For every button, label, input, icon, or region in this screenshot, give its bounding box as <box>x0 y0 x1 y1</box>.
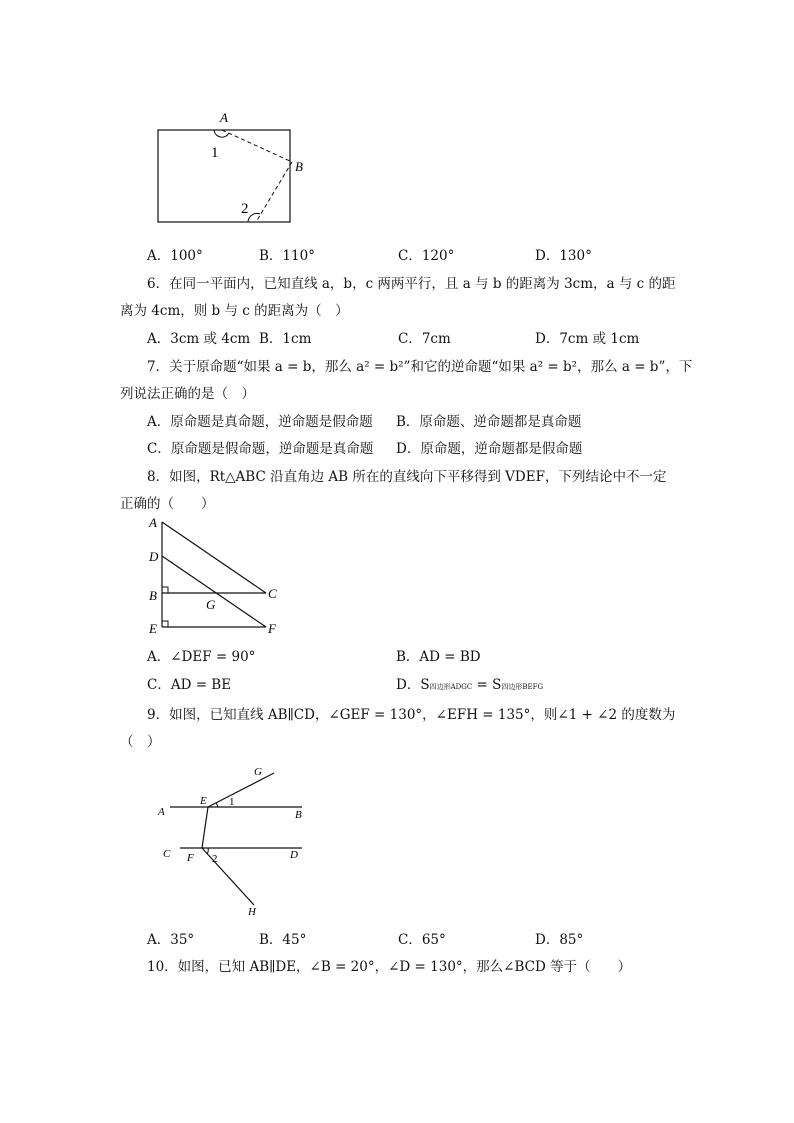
fig9-label-f: F <box>187 852 194 864</box>
q7-line1: 7．关于原命题“如果 a = b，那么 a² = b²”和它的逆命题“如果 a² = b²，那么 a = b”，下 <box>147 359 693 375</box>
q7-option-b[interactable]: B．原命题、逆命题都是真命题 <box>396 414 582 430</box>
fig5-label-b: B <box>295 159 303 174</box>
fig5-label-2: 2 <box>241 201 249 217</box>
q9-line2: （ ） <box>120 734 161 750</box>
fig8-label-c: C <box>268 586 277 601</box>
q9-option-a[interactable]: A．35° <box>147 932 195 948</box>
q5-option-d[interactable]: D．130° <box>535 248 592 264</box>
fig8-line-df <box>162 556 266 627</box>
q7-line2: 列说法正确的是（ ） <box>120 386 255 402</box>
q9-option-d[interactable]: D．85° <box>535 932 584 948</box>
q7-option-a[interactable]: A．原命题是真命题，逆命题是假命题 <box>147 414 373 430</box>
q8-line2: 正确的（ ） <box>120 496 215 512</box>
q8-option-b[interactable]: B．AD = BD <box>396 649 481 665</box>
fig9-label-h: H <box>248 906 256 918</box>
q5-option-c[interactable]: C．120° <box>398 248 455 264</box>
q7-option-c[interactable]: C．原命题是假命题，逆命题是真命题 <box>147 441 374 457</box>
fig9-label-g: G <box>254 766 262 778</box>
q10-line1: 10．如图，已知 AB∥DE，∠B = 20°，∠D = 130°，那么∠BCD 等于（ ） <box>147 959 632 975</box>
fig5-dashed-b2 <box>256 162 292 222</box>
q8-option-d-eq: = S <box>476 677 502 693</box>
q6-option-b[interactable]: B．1cm <box>259 331 312 347</box>
fig8-label-e: E <box>149 621 157 636</box>
fig9-label-c: C <box>163 848 171 860</box>
fig8-right-angle-b <box>162 587 168 593</box>
fig8-label-g: G <box>206 597 216 612</box>
fig9-label-d: D <box>290 849 298 861</box>
fig9-line-ef <box>202 807 208 848</box>
fig5-rectangle <box>158 130 290 222</box>
q5-figure <box>150 105 320 230</box>
fig9-label-1: 1 <box>229 796 235 808</box>
q8-option-a[interactable]: A．∠DEF = 90° <box>147 649 256 665</box>
q8-option-d[interactable] <box>396 673 543 693</box>
q9-option-c[interactable]: C．65° <box>398 932 446 948</box>
fig8-label-f: F <box>268 621 276 636</box>
fig8-label-d: D <box>149 549 159 564</box>
q9-option-b[interactable]: B．45° <box>259 932 307 948</box>
fig9-line-eg <box>208 773 274 807</box>
q8-line1: 8．如图，Rt△ABC 沿直角边 AB 所在的直线向下平移得到 VDEF，下列结论中不一定 <box>147 469 667 485</box>
fig9-angle2-arc <box>207 848 208 854</box>
q6-option-a[interactable]: A．3cm 或 4cm <box>147 331 251 347</box>
q5-option-a[interactable]: A．100° <box>147 248 203 264</box>
fig9-line-fh <box>202 848 254 905</box>
fig8-right-angle-e <box>162 621 168 627</box>
q6-option-c[interactable]: C．7cm <box>398 331 451 347</box>
fig5-label-1: 1 <box>211 145 219 161</box>
fig5-angle1-arc <box>214 130 229 137</box>
fig9-label-e: E <box>200 795 207 807</box>
fig9-label-b: B <box>295 809 302 821</box>
q8-option-d-sub1: 四边形ADGC <box>429 683 473 691</box>
q8-option-c[interactable]: C．AD = BE <box>147 677 232 693</box>
fig9-label-a: A <box>158 806 165 818</box>
q7-option-d[interactable]: D．原命题，逆命题都是假命题 <box>396 441 583 457</box>
q6-line1: 6．在同一平面内，已知直线 a，b，c 两两平行，且 a 与 b 的距离为 3cm，a 与 c 的距 <box>147 276 676 292</box>
fig8-label-a: A <box>149 515 157 530</box>
q9-figure <box>150 755 320 920</box>
fig5-dashed-ab <box>222 130 292 162</box>
fig8-label-b: B <box>149 588 157 603</box>
q5-option-b[interactable]: B．110° <box>259 248 315 264</box>
q9-line1: 9．如图，已知直线 AB∥CD，∠GEF = 130°，∠EFH = 135°，则∠1 + ∠2 的度数为 <box>147 707 676 723</box>
fig9-label-2: 2 <box>212 853 218 865</box>
q8-option-d-sub2: 四边形BEFG <box>501 683 544 691</box>
q6-line2: 离为 4cm，则 b 与 c 的距离为（ ） <box>120 303 349 319</box>
fig8-line-ac <box>162 522 266 593</box>
q8-option-d-main: D．S <box>396 677 430 693</box>
fig5-label-a: A <box>220 110 228 125</box>
q8-figure <box>140 512 290 637</box>
q6-option-d[interactable]: D．7cm 或 1cm <box>535 331 640 347</box>
